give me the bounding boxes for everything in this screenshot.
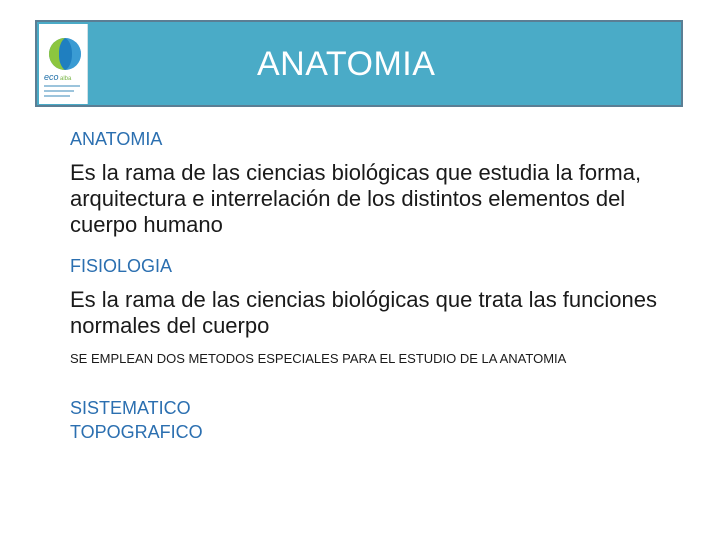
company-logo — [39, 24, 88, 104]
section-text-anatomia: Es la rama de las ciencias biológicas que estudia la forma, arquitectura e interrelación de los distintos elementos del cuerpo humano — [70, 160, 642, 237]
section-heading-fisiologia: FISIOLOGIA — [70, 256, 173, 276]
logo-icon — [39, 24, 87, 104]
method-item: TOPOGRAFICO — [70, 422, 203, 442]
slide-title: ANATOMIA — [257, 45, 436, 83]
section-heading-anatomia: ANATOMIA — [70, 129, 163, 149]
title-banner — [35, 20, 683, 107]
section-text-fisiologia: Es la rama de las ciencias biológicas que trata las funciones normales del cuerpo — [70, 287, 657, 338]
methods-list — [70, 396, 203, 444]
svg-text:eco: eco — [44, 72, 59, 82]
svg-text:alba: alba — [60, 76, 72, 82]
method-item: SISTEMATICO — [70, 398, 191, 418]
methods-intro: SE EMPLEAN DOS METODOS ESPECIALES PARA EL ESTUDIO DE LA ANATOMIA — [70, 351, 567, 366]
